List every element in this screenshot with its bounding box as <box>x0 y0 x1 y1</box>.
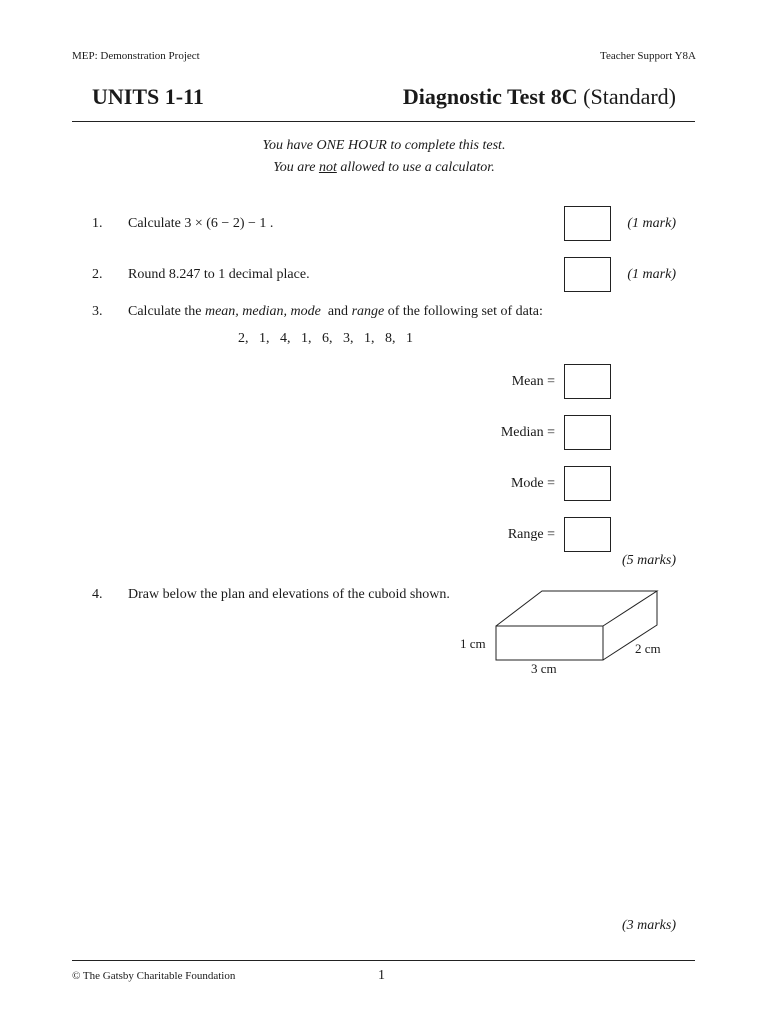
mode-answer-box[interactable] <box>564 466 611 501</box>
test-title-standard: (Standard) <box>583 84 676 109</box>
test-title-bold: Diagnostic Test 8C <box>402 84 578 109</box>
q3-text <box>128 304 543 320</box>
q3-number: 3. <box>92 304 103 319</box>
q2-answer-box[interactable] <box>564 257 611 292</box>
test-title <box>403 84 676 110</box>
cuboid-front-face <box>496 626 603 660</box>
instruction-line-2 <box>0 160 768 176</box>
height-label: 1 cm <box>460 636 486 651</box>
mean-answer-box[interactable] <box>564 364 611 399</box>
header-project: MEP: Demonstration Project <box>72 50 200 62</box>
q1-marks: (1 mark) <box>627 216 676 231</box>
range-label: Range = <box>507 527 555 542</box>
q4-marks: (3 marks) <box>621 918 676 933</box>
median-label: Median = <box>500 425 555 440</box>
median-answer-box[interactable] <box>564 415 611 450</box>
q3-text-and: and <box>320 304 352 319</box>
mode-label: Mode = <box>510 476 555 491</box>
q3-text-range: range <box>351 304 385 319</box>
instruction-line-1: You have ONE HOUR to complete this test. <box>262 138 506 153</box>
q3-data-set: 2, 1, 4, 1, 6, 3, 1, 8, 1 <box>238 331 413 346</box>
q3-text-terms: mean, median, mode <box>204 304 321 319</box>
cuboid-diagram <box>480 580 680 680</box>
q3-text-end: of the following set of data: <box>384 304 543 319</box>
q4-number: 4. <box>92 587 103 602</box>
page-number: 1 <box>378 968 385 983</box>
depth-label: 2 cm <box>635 641 661 656</box>
width-label: 3 cm <box>531 661 557 676</box>
q2-text: Round 8.247 to 1 decimal place. <box>128 267 310 282</box>
mean-label: Mean = <box>511 374 555 389</box>
q1-text: Calculate 3 × (6 − 2) − 1 . <box>128 216 274 231</box>
q4-text: Draw below the plan and elevations of the cuboid shown. <box>128 587 450 602</box>
instruction-not: not <box>318 160 337 175</box>
header-support: Teacher Support Y8A <box>600 50 696 62</box>
q1-number: 1. <box>92 216 103 231</box>
q2-number: 2. <box>92 267 103 282</box>
q3-text-start: Calculate the <box>128 304 205 319</box>
cuboid-top-face <box>496 591 657 626</box>
q3-marks: (5 marks) <box>621 553 676 568</box>
range-answer-box[interactable] <box>564 517 611 552</box>
units-title: UNITS 1-11 <box>92 84 204 109</box>
footer-rule <box>72 960 695 961</box>
footer-copyright: © The Gatsby Charitable Foundation <box>72 970 236 982</box>
instruction-line-2-start: You are <box>273 160 319 175</box>
header-rule <box>72 121 695 122</box>
q1-answer-box[interactable] <box>564 206 611 241</box>
q2-marks: (1 mark) <box>627 267 676 282</box>
instruction-line-2-end: allowed to use a calculator. <box>336 160 495 175</box>
